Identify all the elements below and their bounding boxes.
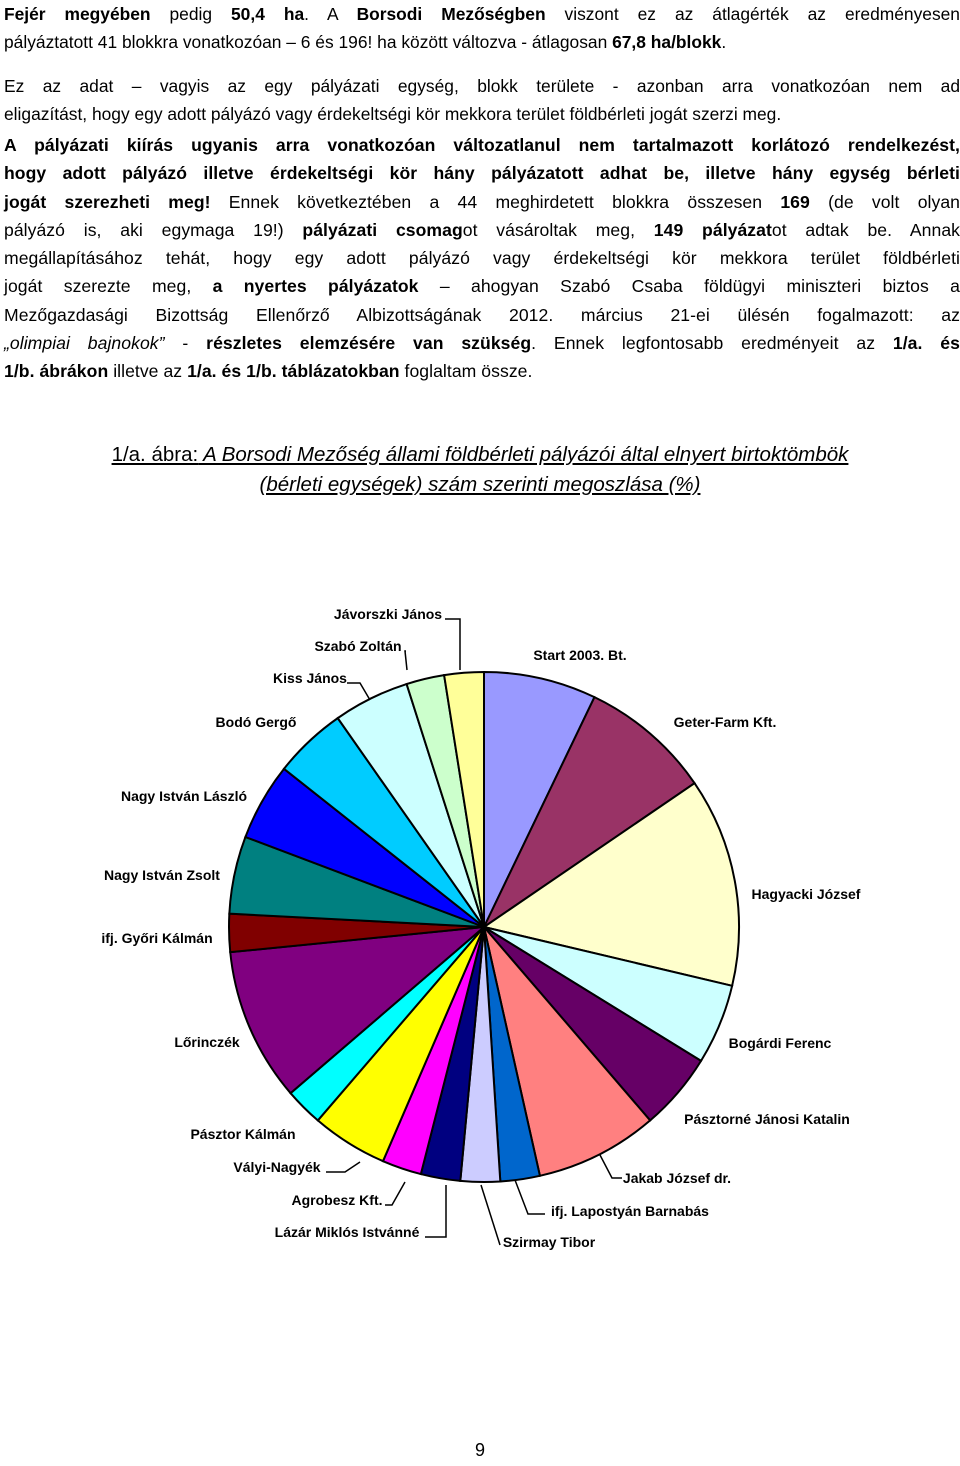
pie-leader-9 xyxy=(425,1185,446,1237)
pie-leader-7 xyxy=(515,1180,545,1214)
pie-leader-6 xyxy=(600,1155,622,1178)
pie-label-7: ifj. Lapostyán Barnabás xyxy=(551,1203,709,1219)
pie-label-2: Geter-Farm Kft. xyxy=(673,714,777,730)
paragraph-3-line-5-run-0: megállapításához tehát, hogy egy adott pályázó vagy érdekeltségi kör mekkora terület földbérleti xyxy=(4,248,960,269)
paragraph-3-line-5 xyxy=(4,244,960,272)
paragraph-1-line-1-run-2: 50,4 ha xyxy=(231,4,305,24)
paragraph-3-line-4-run-4: ot adtak be. Annak xyxy=(771,219,960,240)
pie-label-1: Start 2003. Bt. xyxy=(533,647,627,663)
paragraph-3-line-9 xyxy=(4,357,960,385)
pie-label-15: Nagy István Zsolt xyxy=(104,867,220,883)
paragraph-3-line-3 xyxy=(4,188,960,216)
pie-label-12: Pásztor Kálmán xyxy=(190,1126,296,1142)
figure-caption xyxy=(0,440,960,500)
pie-slices xyxy=(229,672,739,1182)
paragraph-1-line-1-run-1: pedig xyxy=(150,4,232,24)
paragraph-3-line-9-run-2: 1/a. és 1/b. táblázatokban xyxy=(187,361,400,382)
paragraph-3-line-3-run-1: Ennek következtében a 44 meghirdetett blokkra összesen xyxy=(210,191,781,212)
paragraph-3-line-4-run-0: pályázó is, aki egymaga 19!) xyxy=(4,219,303,240)
paragraph-3-line-8 xyxy=(4,329,960,357)
paragraph-3-line-6-run-1: a nyertes pályázatok xyxy=(212,276,419,297)
pie-label-10: Agrobesz Kft. xyxy=(291,1192,383,1208)
paragraph-2-line-2: eligazítást, hogy egy adott pályázó vagy érdekeltségi kör mekkora terület földbérleti jogát szerzi meg. xyxy=(4,104,782,124)
paragraph-3-line-7-run-0: Mezőgazdasági Bizottság Ellenőrző Albizottságának 2012. március 21-ei ülésén fogalmazott: az xyxy=(4,304,960,325)
pie-chart xyxy=(0,580,960,1280)
caption-line-2: (bérleti egységek) szám szerinti megoszlása (%) xyxy=(259,473,701,496)
paragraph-3-line-3-run-3: (de volt olyan xyxy=(809,191,960,212)
pie-label-3: Hagyacki József xyxy=(751,886,861,902)
paragraph-3-line-2-run-0: hogy adott pályázó illetve érdekeltségi kör hány pályázatott adhat be, illetve hány egység bérleti xyxy=(4,163,960,184)
paragraph-3-line-9-run-1: illetve az xyxy=(108,361,188,382)
pie-label-18: Kiss János xyxy=(273,670,347,686)
pie-label-13: Lőrinczék xyxy=(174,1034,240,1050)
paragraph-3-line-7 xyxy=(4,301,960,329)
paragraph-3-line-6-run-2: – ahogyan Szabó Csaba földügyi miniszteri biztos a xyxy=(418,276,960,297)
paragraph-3-line-8-run-3: . Ennek legfontosabb eredményeit az xyxy=(531,333,893,354)
paragraph-3-line-8-run-2: részletes elemzésére van szükség xyxy=(206,333,532,354)
pie-label-20: Jávorszki János xyxy=(333,606,443,622)
paragraph-3-line-3-run-0: jogát szerezheti meg! xyxy=(4,191,211,212)
pie-label-16: Nagy István László xyxy=(120,788,248,804)
paragraph-3-line-3-run-2: 169 xyxy=(780,191,810,212)
paragraph-3-line-6 xyxy=(4,272,960,300)
paragraph-3-line-4-run-1: pályázati csomag xyxy=(302,219,463,240)
pie-leader-8 xyxy=(481,1185,500,1245)
paragraph-3-line-6-run-0: jogát szerezte meg, xyxy=(4,276,213,297)
pie-label-8: Szirmay Tibor xyxy=(502,1234,596,1250)
paragraph-1-line-2 xyxy=(4,28,960,56)
pie-label-14: ifj. Győri Kálmán xyxy=(101,930,213,946)
pie-leader-20 xyxy=(445,619,460,670)
paragraph-2 xyxy=(4,72,960,128)
pie-label-19: Szabó Zoltán xyxy=(314,638,402,654)
paragraph-3-line-4-run-2: ot vásároltak meg, xyxy=(462,219,654,240)
paragraph-1-line-2-run-0: pályáztatott 41 blokkra vonatkozóan – 6 és 196! ha között változva - átlagosan xyxy=(4,32,613,52)
caption-title-part1: A Borsodi Mezőség állami földbérleti pályázói által elnyert birtoktömbök xyxy=(198,443,849,466)
paragraph-3-line-8-run-4: 1/a. és xyxy=(892,333,960,354)
paragraph-3-line-8-run-0: „olimpiai bajnokok” xyxy=(4,333,165,354)
paragraph-1-line-1 xyxy=(4,0,960,28)
paragraph-3-line-4 xyxy=(4,216,960,244)
pie-leader-10 xyxy=(385,1182,405,1205)
pie-label-11: Vályi-Nagyék xyxy=(233,1159,321,1175)
caption-line-1 xyxy=(0,440,960,470)
paragraph-1-line-1-run-5: viszont ez az átlagérték az eredményesen xyxy=(545,4,960,24)
pie-label-9: Lázár Miklós Istvánné xyxy=(274,1224,420,1240)
paragraph-3-line-9-run-0: 1/b. ábrákon xyxy=(4,361,109,382)
pie-label-4: Bogárdi Ferenc xyxy=(728,1035,832,1051)
paragraph-3-line-1-run-0: A pályázati kiírás ugyanis arra vonatkozóan változatlanul nem tartalmazott korlátozó rendelkezést, xyxy=(4,135,960,155)
paragraph-1-line-2-run-2: . xyxy=(721,32,727,52)
paragraph-3-line-1 xyxy=(4,131,960,159)
caption-label: 1/a. ábra: xyxy=(111,443,199,466)
paragraph-3-line-9-run-3: foglaltam össze. xyxy=(399,361,533,382)
pie-label-6: Jakab József dr. xyxy=(622,1170,732,1186)
paragraph-3-line-2 xyxy=(4,159,960,187)
paragraph-1-line-1-run-0: Fejér megyében xyxy=(4,4,151,24)
paragraph-3 xyxy=(4,131,960,386)
paragraph-2-line-1: Ez az adat – vagyis az egy pályázati egység, blokk területe - azonban arra vonatkozóan nem ad xyxy=(4,76,960,96)
paragraph-1-line-1-run-3: . A xyxy=(304,4,357,24)
paragraph-3-line-8-run-1: - xyxy=(164,333,207,354)
paragraph-1 xyxy=(4,0,960,56)
pie-leader-19 xyxy=(405,651,407,670)
paragraph-1-line-2-run-1: 67,8 ha/blokk xyxy=(612,32,722,52)
paragraph-1-line-1-run-4: Borsodi Mezőségben xyxy=(356,4,546,24)
pie-label-17: Bodó Gergő xyxy=(215,714,297,730)
pie-leader-18 xyxy=(347,683,370,700)
page-number: 9 xyxy=(474,1440,485,1460)
pie-leader-11 xyxy=(326,1162,360,1172)
pie-label-5: Pásztorné Jánosi Katalin xyxy=(684,1111,850,1127)
paragraph-3-line-4-run-3: 149 pályázat xyxy=(653,219,772,240)
